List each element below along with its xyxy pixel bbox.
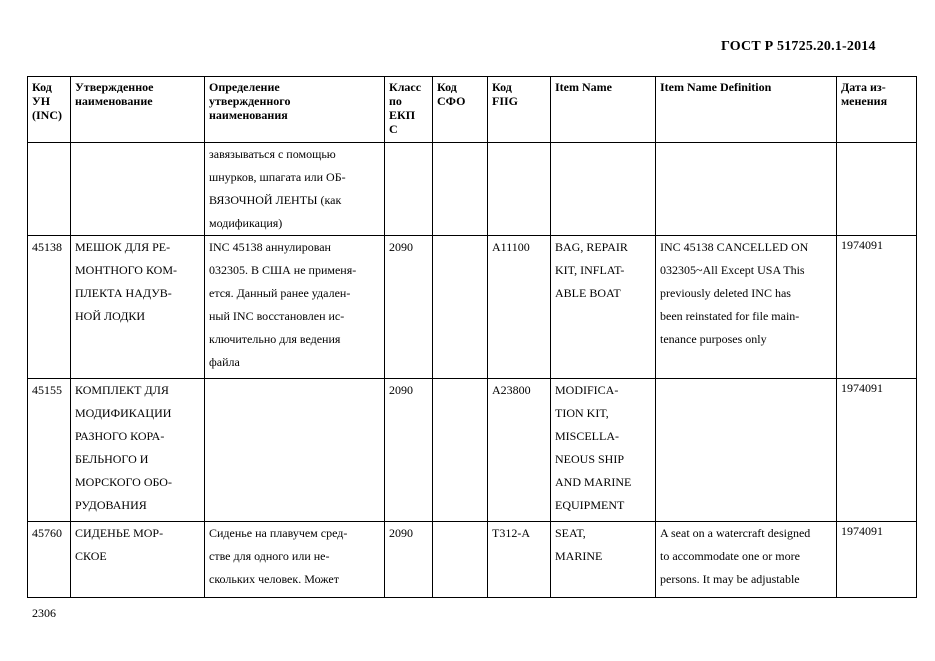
- column-header-line: Код: [492, 80, 512, 94]
- item-definition-cell-line: tenance purposes only: [660, 332, 767, 346]
- sfo-cell: [433, 236, 488, 379]
- definition-cell-line: модификация): [209, 216, 283, 230]
- inc-cell: [28, 143, 71, 236]
- fiig-cell: [488, 522, 551, 598]
- item-name-cell-line: MARINE: [555, 549, 603, 563]
- item-name-cell-line: TION KIT,: [555, 406, 609, 420]
- date-cell: [837, 379, 917, 522]
- item-name-cell: [551, 143, 656, 236]
- sfo-cell: [433, 143, 488, 236]
- definition-cell-line: ключительно для ведения: [209, 332, 341, 346]
- name-cell: [71, 379, 205, 522]
- definition-cell-line: 032305. В США не применя-: [209, 263, 357, 277]
- column-header-line: утвержденного: [209, 94, 291, 108]
- fiig-cell: [488, 143, 551, 236]
- definition-cell-line: ВЯЗОЧНОЙ ЛЕНТЫ (как: [209, 193, 342, 207]
- class-cell-line: 2090: [389, 526, 413, 540]
- column-header-line: Item Name: [555, 80, 612, 94]
- page-number: 2306: [32, 606, 56, 620]
- inc-cell: [28, 522, 71, 598]
- column-header-line: Определение: [209, 80, 280, 94]
- item-definition-cell-line: previously deleted INC has: [660, 286, 791, 300]
- item-name-cell: [551, 379, 656, 522]
- column-header-line: менения: [841, 94, 888, 108]
- date-cell: [837, 522, 917, 598]
- column-header-line: С: [389, 122, 398, 136]
- definition-cell-line: файла: [209, 355, 240, 369]
- definition-cell-line: ный INC восстановлен ис-: [209, 309, 345, 323]
- column-header-line: по: [389, 94, 402, 108]
- name-cell-line: РАЗНОГО КОРА-: [75, 429, 165, 443]
- definition-cell-line: скольких человек. Может: [209, 572, 339, 586]
- column-header-fiig-code: [488, 77, 551, 143]
- table-row: [28, 143, 917, 236]
- table-row: [28, 379, 917, 522]
- table-row: [28, 522, 917, 598]
- name-cell: [71, 236, 205, 379]
- column-header-inc-code: [28, 77, 71, 143]
- item-name-cell-line: BAG, REPAIR: [555, 240, 628, 254]
- class-cell: [385, 143, 433, 236]
- name-cell-line: НОЙ ЛОДКИ: [75, 309, 146, 323]
- fiig-cell-line: T312-A: [492, 526, 530, 540]
- item-definition-cell: [656, 143, 837, 236]
- item-name-cell-line: ABLE BOAT: [555, 286, 621, 300]
- definition-cell-line: INC 45138 аннулирован: [209, 240, 331, 254]
- definition-cell-line: стве для одного или не-: [209, 549, 330, 563]
- fiig-cell-line: A23800: [492, 383, 531, 397]
- column-header-line: Код: [437, 80, 457, 94]
- name-cell-line: КОМПЛЕКТ ДЛЯ: [75, 383, 169, 397]
- table-body: [28, 143, 917, 598]
- inc-cell: [28, 236, 71, 379]
- item-name-cell-line: KIT, INFLAT-: [555, 263, 625, 277]
- name-cell-line: МОДИФИКАЦИИ: [75, 406, 172, 420]
- name-cell-line: МЕШОК ДЛЯ РЕ-: [75, 240, 171, 254]
- column-header-line: Класс: [389, 80, 422, 94]
- fiig-cell: [488, 236, 551, 379]
- column-header-approved-definition: [205, 77, 385, 143]
- definition-cell: [205, 143, 385, 236]
- fiig-cell: [488, 379, 551, 522]
- name-cell: [71, 522, 205, 598]
- item-name-cell-line: SEAT,: [555, 526, 586, 540]
- column-header-line: FIIG: [492, 94, 519, 108]
- column-header-line: Item Name Definition: [660, 80, 772, 94]
- definition-cell-line: завязываться с помощью: [209, 147, 336, 161]
- definition-cell: [205, 522, 385, 598]
- date-cell-line: 1974091: [841, 238, 883, 252]
- name-cell-line: МОРСКОГО ОБО-: [75, 475, 172, 489]
- date-cell: [837, 236, 917, 379]
- column-header-item-name: [551, 77, 656, 143]
- column-header-line: Код: [32, 80, 52, 94]
- column-header-line: СФО: [437, 94, 466, 108]
- column-header-change-date: [837, 77, 917, 143]
- item-definition-cell-line: 032305~All Except USA This: [660, 263, 805, 277]
- inc-table: [27, 76, 917, 598]
- item-definition-cell-line: INC 45138 CANCELLED ON: [660, 240, 809, 254]
- column-header-class-ekps: [385, 77, 433, 143]
- column-header-line: (INC): [32, 108, 62, 122]
- inc-cell-line: 45155: [32, 383, 62, 397]
- class-cell: [385, 236, 433, 379]
- item-definition-cell: [656, 522, 837, 598]
- name-cell: [71, 143, 205, 236]
- item-definition-cell-line: been reinstated for file main-: [660, 309, 800, 323]
- item-name-cell: [551, 522, 656, 598]
- name-cell-line: БЕЛЬНОГО И: [75, 452, 149, 466]
- column-header-line: УН: [32, 94, 51, 108]
- column-header-line: Дата из-: [841, 80, 886, 94]
- sfo-cell: [433, 379, 488, 522]
- item-name-cell-line: MISCELLA-: [555, 429, 619, 443]
- inc-cell-line: 45138: [32, 240, 62, 254]
- definition-cell-line: Сиденье на плавучем сред-: [209, 526, 348, 540]
- item-name-cell: [551, 236, 656, 379]
- name-cell-line: СИДЕНЬЕ МОР-: [75, 526, 164, 540]
- item-definition-cell: [656, 236, 837, 379]
- document-code: ГОСТ Р 51725.20.1-2014: [721, 39, 876, 54]
- inc-cell-line: 45760: [32, 526, 62, 540]
- definition-cell: [205, 236, 385, 379]
- class-cell-line: 2090: [389, 383, 413, 397]
- fiig-cell-line: A11100: [492, 240, 530, 254]
- name-cell-line: СКОЕ: [75, 549, 107, 563]
- column-header-line: ЕКП: [389, 108, 416, 122]
- class-cell-line: 2090: [389, 240, 413, 254]
- name-cell-line: РУДОВАНИЯ: [75, 498, 147, 512]
- column-header-sfo-code: [433, 77, 488, 143]
- column-header-line: наименование: [75, 94, 153, 108]
- item-definition-cell-line: to accommodate one or more: [660, 549, 800, 563]
- item-name-cell-line: MODIFICA-: [555, 383, 619, 397]
- column-header-item-name-definition: [656, 77, 837, 143]
- class-cell: [385, 379, 433, 522]
- name-cell-line: ПЛЕКТА НАДУВ-: [75, 286, 172, 300]
- date-cell: [837, 143, 917, 236]
- item-definition-cell-line: persons. It may be adjustable: [660, 572, 800, 586]
- column-header-line: Утвержденное: [75, 80, 154, 94]
- column-header-line: наименования: [209, 108, 288, 122]
- item-definition-cell-line: A seat on a watercraft designed: [660, 526, 811, 540]
- definition-cell-line: шнурков, шпагата или ОБ-: [209, 170, 346, 184]
- item-name-cell-line: NEOUS SHIP: [555, 452, 625, 466]
- date-cell-line: 1974091: [841, 381, 883, 395]
- item-definition-cell: [656, 379, 837, 522]
- definition-cell: [205, 379, 385, 522]
- definition-cell-line: ется. Данный ранее удален-: [209, 286, 351, 300]
- item-name-cell-line: AND MARINE: [555, 475, 632, 489]
- name-cell-line: МОНТНОГО КОМ-: [75, 263, 178, 277]
- item-name-cell-line: EQUIPMENT: [555, 498, 625, 512]
- date-cell-line: 1974091: [841, 524, 883, 538]
- column-header-approved-name: [71, 77, 205, 143]
- sfo-cell: [433, 522, 488, 598]
- inc-cell: [28, 379, 71, 522]
- class-cell: [385, 522, 433, 598]
- table-header-row: [28, 77, 917, 143]
- table-row: [28, 236, 917, 379]
